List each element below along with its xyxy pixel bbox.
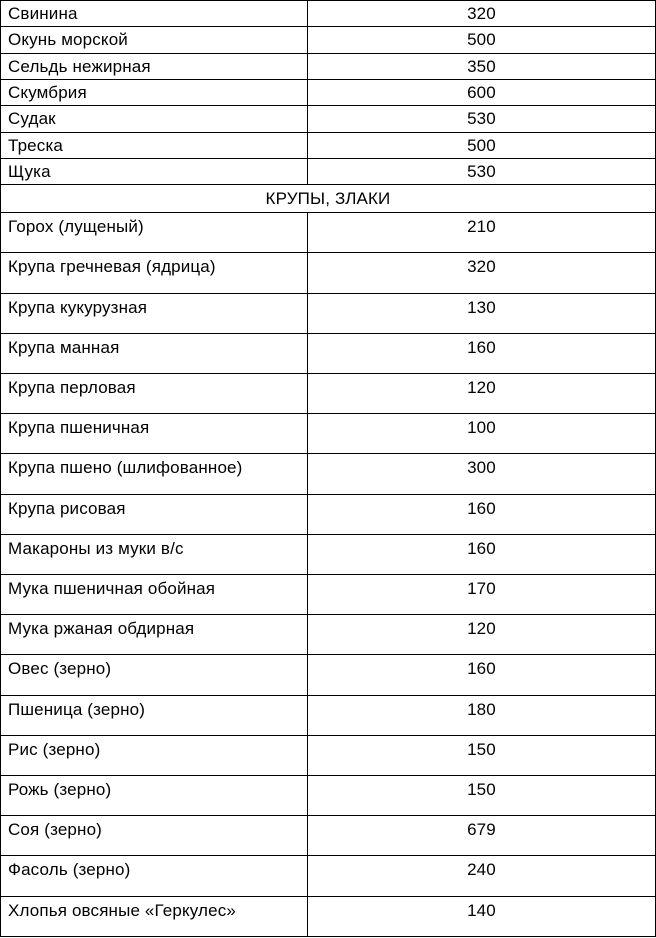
row-divider xyxy=(0,105,656,106)
row-name: Крупа манная xyxy=(8,337,120,357)
row-value: 170 xyxy=(467,578,496,598)
row-name: Мука пшеничная обойная xyxy=(8,578,216,598)
row-value: 320 xyxy=(467,257,496,277)
row-divider xyxy=(0,815,656,816)
row-value: 240 xyxy=(467,860,496,880)
row-name: Горох (лущеный) xyxy=(8,217,144,237)
row-divider xyxy=(0,775,656,776)
row-value: 500 xyxy=(467,135,496,155)
row-name: Хлопья овсяные «Геркулес» xyxy=(8,900,236,920)
row-divider xyxy=(0,53,656,54)
row-divider xyxy=(0,735,656,736)
row-divider xyxy=(0,158,656,159)
row-divider xyxy=(0,212,656,213)
row-value: 130 xyxy=(467,297,496,317)
row-name: Щука xyxy=(8,161,51,181)
row-name: Рис (зерно) xyxy=(8,739,101,759)
row-value: 679 xyxy=(467,820,496,840)
row-value: 500 xyxy=(467,30,496,50)
row-divider xyxy=(0,614,656,615)
row-name: Крупа перловая xyxy=(8,377,136,397)
row-divider xyxy=(0,534,656,535)
row-name: Скумбрия xyxy=(8,82,87,102)
row-divider xyxy=(0,654,656,655)
row-divider xyxy=(0,184,656,185)
row-name: Окунь морской xyxy=(8,30,128,50)
row-name: Крупа пшеничная xyxy=(8,418,150,438)
row-name: Овес (зерно) xyxy=(8,659,112,679)
row-name: Пшеница (зерно) xyxy=(8,699,146,719)
row-divider xyxy=(0,373,656,374)
row-name: Крупа кукурузная xyxy=(8,297,148,317)
row-value: 300 xyxy=(467,458,496,478)
row-value: 180 xyxy=(467,699,496,719)
row-value: 120 xyxy=(467,619,496,639)
row-value: 160 xyxy=(467,659,496,679)
row-value: 350 xyxy=(467,56,496,76)
row-value: 600 xyxy=(467,82,496,102)
row-divider xyxy=(0,936,656,937)
row-divider xyxy=(0,896,656,897)
row-name: Свинина xyxy=(8,4,78,23)
row-name: Мука ржаная обдирная xyxy=(8,619,195,639)
row-value: 210 xyxy=(467,217,496,237)
row-name: Крупа гречневая (ядрица) xyxy=(8,257,216,277)
row-value: 320 xyxy=(467,4,496,23)
row-divider xyxy=(0,79,656,80)
row-name: Крупа рисовая xyxy=(8,498,126,518)
row-name: Треска xyxy=(8,135,64,155)
row-divider xyxy=(0,252,656,253)
row-divider xyxy=(0,574,656,575)
row-name: Судак xyxy=(8,109,56,129)
row-divider xyxy=(0,855,656,856)
row-value: 100 xyxy=(467,418,496,438)
row-value: 160 xyxy=(467,538,496,558)
table-left-border xyxy=(0,0,1,936)
row-divider xyxy=(0,453,656,454)
row-divider xyxy=(0,293,656,294)
row-divider xyxy=(0,333,656,334)
row-value: 160 xyxy=(467,337,496,357)
row-value: 150 xyxy=(467,739,496,759)
row-value: 140 xyxy=(467,900,496,920)
row-value: 150 xyxy=(467,779,496,799)
row-divider xyxy=(0,494,656,495)
row-name: Соя (зерно) xyxy=(8,820,102,840)
row-divider xyxy=(0,26,656,27)
section-heading: КРУПЫ, ЗЛАКИ xyxy=(265,189,391,209)
row-name: Макароны из муки в/с xyxy=(8,538,184,558)
row-divider xyxy=(0,413,656,414)
row-name: Сельдь нежирная xyxy=(8,56,151,76)
row-name: Крупа пшено (шлифованное) xyxy=(8,458,243,478)
row-divider xyxy=(0,695,656,696)
row-value: 120 xyxy=(467,377,496,397)
row-value: 160 xyxy=(467,498,496,518)
row-name: Рожь (зерно) xyxy=(8,779,112,799)
row-name: Фасоль (зерно) xyxy=(8,860,131,880)
row-value: 530 xyxy=(467,161,496,181)
row-divider xyxy=(0,132,656,133)
row-value: 530 xyxy=(467,109,496,129)
row-divider xyxy=(0,0,656,1)
